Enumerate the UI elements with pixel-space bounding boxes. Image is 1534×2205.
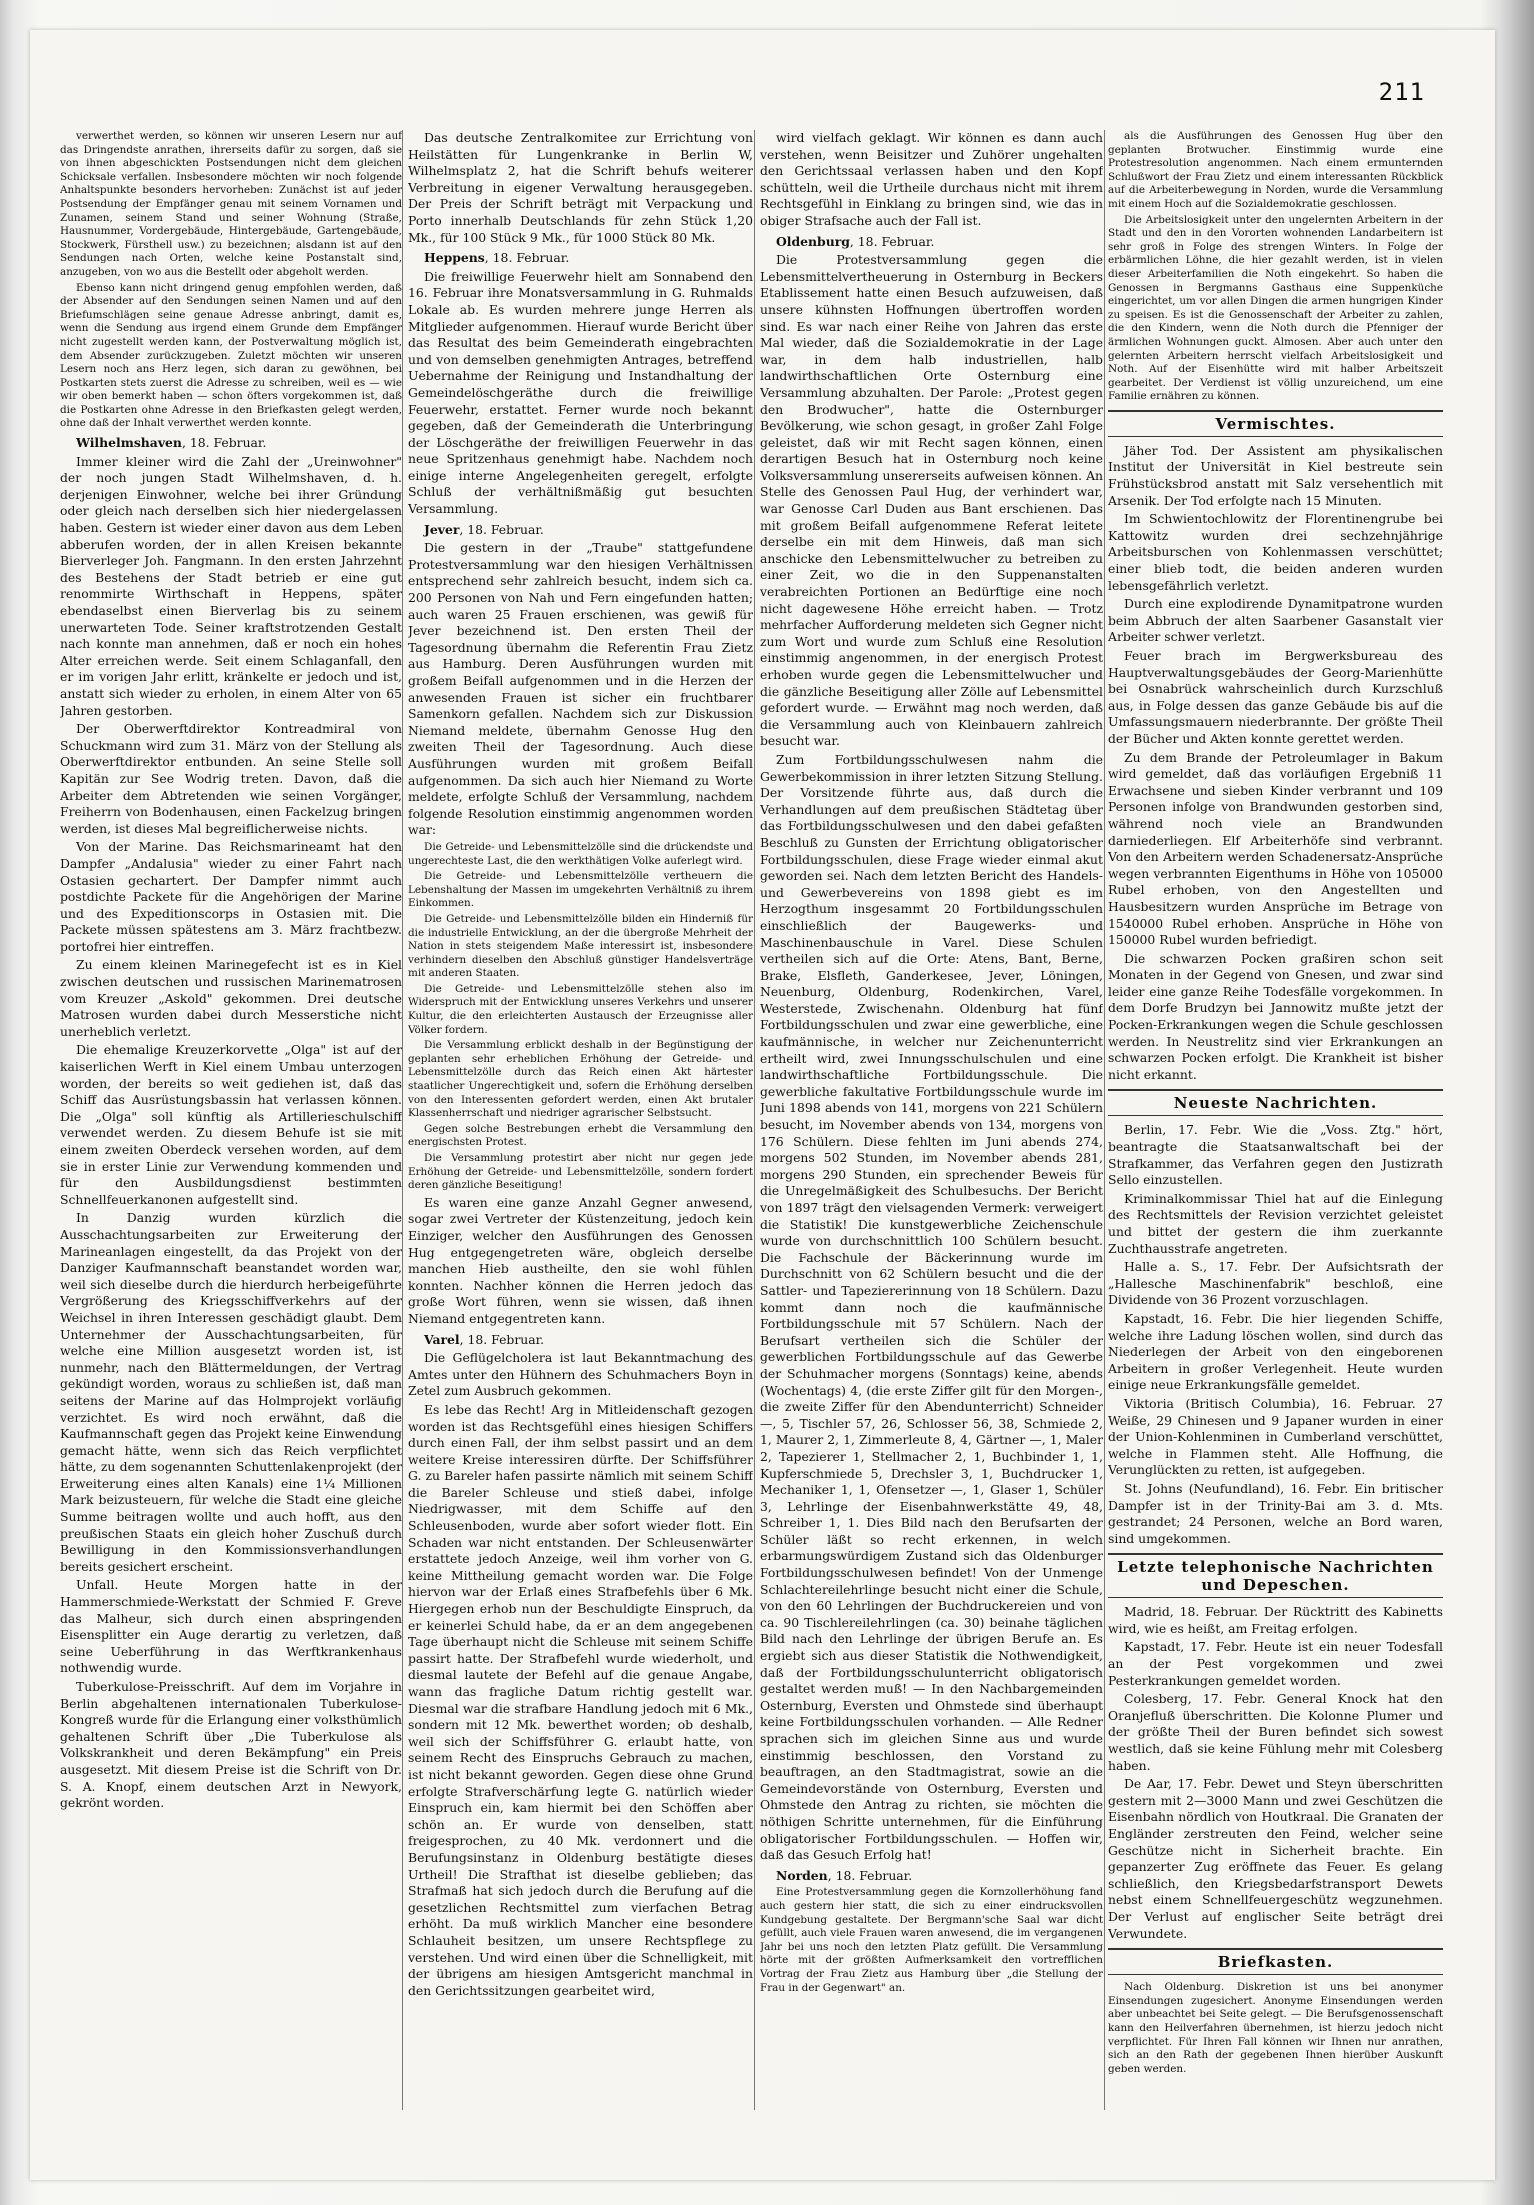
article-paragraph: Nach Oldenburg. Diskretion ist uns bei anonymer Einsendungen zugesichert. Anonyme Einsendungen werden aber unbeachtet bei Seite gelegt. — Die Berufsgenossenschaft kann den Heilverfahren übernehmen, ist hierzu jedoch nicht verpflichtet. Für Ihren Fall können wir Ihnen nur anrathen, sich an den Rath der gegebenen Ihnen hierüber Auskunft geben werden. (1108, 1981, 1443, 2075)
resolution-item: Die Getreide- und Lebensmittelzölle vertheuern die Lebenshaltung der Massen im umgekehrten Verhältniß zu ihrem Einkommen. (408, 870, 753, 910)
article-paragraph: als die Ausführungen des Genossen Hug über den geplanten Brotwucher. Einstimmig wurde eine Protestresolution angenommen. Nach einem ermunternden Schlußwort der Frau Zietz und einem interessanten Rückblick auf die Arbeiterbewegung in Norden, wurde die Versammlung mit einem Hoch auf die Sozialdemokratie geschlossen. (1108, 130, 1443, 210)
resolution-item: Die Versammlung erblickt deshalb in der Begünstigung der geplanten sehr erheblichen Erhöhung der Getreide- und Lebensmittelzölle durch das Reich einen Akt härtester staatlicher Ungerechtigkeit und, sofern die Erhöhung derselben von den Interessenten gefordert werden, einen Akt brutaler Klassenherrschaft und niedriger agrarischer Selbstsucht. (408, 1039, 753, 1120)
dateline-date: , 18. Februar. (181, 435, 267, 451)
article-paragraph: Colesberg, 17. Febr. General Knock hat den Oranjefluß überschritten. Die Kolonne Plumer und der größte Theil der Buren befindet sich sowest westlich, daß sie keine Fühlung mehr mit Colesberg haben. (1108, 1691, 1443, 1773)
dateline-date: , 18. Februar. (484, 250, 570, 266)
article-paragraph: wird vielfach geklagt. Wir können es dann auch verstehen, wenn Beisitzer und Zuhörer ungehalten den Gerichtssaal verlassen haben und den Kopf schütteln, weil die Urtheile durchaus nicht mit ihrem Rechtsgefühl in Einklang zu bringen sind, wie das in obiger Strafsache auch der Fall ist. (760, 130, 1103, 228)
article-paragraph: Halle a. S., 17. Febr. Der Aufsichtsrath der „Hallesche Maschinenfabrik" beschloß, eine Dividende von 36 Prozent vorzuschlagen. (1108, 1259, 1443, 1308)
column-2 (408, 130, 753, 2130)
article-paragraph: Im Schwientochlowitz der Florentinengrube bei Kattowitz wurden drei sechzehnjährige Arbeitsburschen von Kohlenmassen verschüttet; einer blieb todt, die beiden anderen wurden lebensgefährlich verletzt. (1108, 511, 1443, 593)
article-paragraph: Zum Fortbildungsschulwesen nahm die Gewerbekommission in ihrer letzten Sitzung Stellung. Der Vorsitzende führte aus, daß durch die Verhandlungen auf dem preußischen Städtetag über das Fortbildungsschulwesen und den dabei gefaßten Beschluß zu Gunsten der Errichtung obligatorischer Fortbildungsschulen, diese Frage wieder einmal akut geworden sei. Nach dem letzten Bericht des Handels- und Gewerbevereins von 1898 giebt es im Herzogthum insgesammt 20 Fortbildungsschulen einschließlich der Baugewerks- und Maschinenbauschule in Varel. Diese Schulen vertheilen sich auf die Orte: Atens, Bant, Berne, Brake, Elsfleth, Ganderkesee, Jever, Löningen, Neuenburg, Oldenburg, Rodenkirchen, Varel, Westerstede, Zwischenahn. Oldenburg hat fünf Fortbildungsschulen und zwar eine gewerbliche, eine kaufmännische, in welcher nur Zeichenunterricht ertheilt wird, zwei Innungsschulschulen und eine landwirthschaftliche Fortbildungsschule. Die gewerbliche fakultative Fortbildungsschule wurde im Juni 1898 abends von 141, morgens von 221 Schülern besucht, im November abends von 134, morgens von 176 Schülern. Diese fehlten im Juni abends 274, morgens 502 Stunden, im November abends 281, morgens 290 Stunden, ein sprechender Beweis für die Unregelmäßigkeit des Schulbesuchs. Der Bericht von 1897 trägt den vielsagenden Vermerk: verweigert die Statistik! Die kunstgewerbliche Zeichenschule wurde von durchschnittlich 100 Schülern besucht. Die Fachschule der Bäckerinnung wurde im Durchschnitt von 62 Schülern besucht und die der Sattler- und Tapeziererinnung von 18 Schülern. Dazu kommt dann noch die kaufmännische Fortbildungsschule mit 57 Schülern. Nach der Berufsart vertheilen sich die Schüler der gewerblichen Fortbildungsschule auf das Gewerbe der Schuhmacher morgens (Sonntags) keine, abends (Wochentags) 4, (die erste Ziffer gilt für den Morgen-, die zweite Ziffer für den Abendunterricht) Schneider —, 5, Tischler 57, 26, Schlosser 56, 38, Schmiede 2, 1, Maurer 2, 1, Zimmerleute 8, 4, Gärtner —, 1, Maler 2, Tapezierer 1, Stellmacher 2, 1, Buchbinder 1, 1, Kupferschmiede 5, Drechsler 3, 1, Buchdrucker 1, Mechaniker 1, 1, Ofensetzer —, 1, Glaser 1, Schüler 3, Lehrlinge der Eisenbahnwerkstätte 49, 48, Schreiber 1, 1. Dies Bild nach den Berufsarten der Schüler läßt so recht erkennen, in welch erbarmungswürdigem Zustand sich das Oldenburger Fortbildungsschulwesen befindet! Von der Unmenge Schlachtereilehrlinge besucht nicht einer die Schule, von den 60 Lehrlingen der Buchdruckereien und von ca. 90 Tischlereilehrlingen (ca. 30) beinahe täglichen Bild nach den Lehrlinge der übrigen Berufe an. Es ergiebt sich aus dieser Statistik die Nothwendigkeit, daß der Fortbildungsschulunterricht obligatorisch gestaltet werden muß! — In den Nachbargemeinden Osternburg, Eversten und Ohmstede sind überhaupt keine Fortbildungsschulen vorhanden. — Alle Redner sprachen sich im gleichen Sinne aus und wurde einstimmig beschlossen, den Vorstand zu beauftragen, an den Stadtmagistrat, sowie an die Gemeindevorstände von Osternburg, Eversten und Ohmstede den Antrag zu richten, sie möchten die nöthigen Schritte unternehmen, für die Einführung obligatorischer Fortbildungsschulen. — Hoffen wir, daß das Gesuch Erfolg hat! (760, 751, 1103, 1863)
column-rule (402, 130, 403, 2110)
article-paragraph: Das deutsche Zentralkomitee zur Errichtung von Heilstätten für Lungenkranke in Berlin W, Wilhelmsplatz 2, hat die Schrift behufs weiterer Verbreitung in eigener Verwaltung herausgegeben. Der Preis der Schrift beträgt mit Verpackung und Porto innerhalb Deutschlands für zehn Stück 1,20 Mk., für 100 Stück 9 Mk., für 1000 Stück 80 Mk. (408, 130, 753, 245)
dateline (408, 522, 753, 539)
dateline-place: Heppens (424, 250, 485, 266)
article-paragraph: Zu dem Brande der Petroleumlager in Bakum wird gemeldet, daß das vorläufigen Ergebniß 11 Erwachsene und sieben Kinder verbrannt und 109 Personen infolge von Brandwunden gestorben sind, während noch viele an Brandwunden darniederliegen. Elf Arbeiterhöfe sind verbrannt. Von den Arbeitern werden Schadenersatz-Ansprüche wegen verbrannten Eigenthums in Höhe von 105000 Rubel erhoben, von den Angestellten und Hausbesitzern wurden Ansprüche im Betrage von 1540000 Rubel erhoben. Ansprüche in Höhe von 150000 Rubel wurden befriedigt. (1108, 749, 1443, 948)
dateline (760, 234, 1103, 251)
dateline-place: Norden (776, 1867, 828, 1883)
resolution-item: Gegen solche Bestrebungen erhebt die Versammlung den energischsten Protest. (408, 1122, 753, 1149)
article-paragraph: Die ehemalige Kreuzerkorvette „Olga" ist auf der kaiserlichen Werft in Kiel einem Umbau unterzogen worden, der bereits so weit gediehen ist, daß das Schiff das Ausrüstungsbassin hat verlassen können. Die „Olga" soll künftig als Artillerieschulschiff verwendet werden. Zu diesem Behufe ist sie mit einem zweiten Oberdeck versehen worden, auf dem sie in erster Linie zur Verwendung kommenden und für den Ausbildungsdienst bestimmten Schnellfeuerkanonen aufgestellt sind. (60, 1042, 402, 1207)
column-3 (760, 130, 1103, 2130)
article-paragraph: De Aar, 17. Febr. Dewet und Steyn überschritten gestern mit 2—3000 Mann und zwei Geschützen die Eisenbahn nördlich von Houtkraal. Die Granaten der Engländer zerstreuten den Feind, welcher seine Geschütze nicht in Sicherheit brachte. Ein gepanzerter Zug eröffnete das Feuer. Es gelang schließlich, den Kriegsbedarfstransport Dewets nebst einem Schnellfeuergeschütz wegzunehmen. Der Verlust auf englischer Seite beträgt drei Verwundete. (1108, 1776, 1443, 1941)
dateline (408, 250, 753, 267)
article-paragraph: Jäher Tod. Der Assistent am physikalischen Institut der Universität in Kiel bestreute sein Frühstücksbrod anstatt mit Salz versehentlich mit Arsenik. Der Tod erfolgte nach 15 Minuten. (1108, 442, 1443, 508)
dateline-date: , 18. Februar. (459, 1331, 545, 1347)
article-paragraph: verwerthet werden, so können wir unseren Lesern nur auf das Dringendste anrathen, ihrerseits dafür zu sorgen, daß sie von ihnen abgeschickten Postsendungen nicht dem gleichen Schicksale verfallen. Insbesondere möchten wir noch folgende Anhaltspunkte besonders hervorheben: Zunächst ist auf jeder Postsendung der Empfänger genau mit seinem Vornamen und Zunamen, seinem Stand und seiner Wohnung (Straße, Hausnummer, Vordergebäude, Hintergebäude, Gartengebäude, Stockwerk, Fürsthell usw.) zu bezeichnen; alsdann ist auf den Sendungen nach Orten, welche keine Postanstalt sind, anzugeben, von wo aus die Bestellt oder abgeholt werden. (60, 130, 402, 278)
article-paragraph: Tuberkulose-Preisschrift. Auf dem im Vorjahre in Berlin abgehaltenen internationalen Tuberkulose-Kongreß wurde für die Erlangung einer volksthümlich gehaltenen Schrift über „Die Tuberkulose als Volkskrankheit und deren Bekämpfung" ein Preis ausgesetzt. Mit diesem Preise ist die Schrift von Dr. S. A. Knopf, einem deutschen Arzt in Newyork, gekrönt worden. (60, 1679, 402, 1811)
section-heading: Letzte telephonische Nachrichten und Depeschen. (1108, 1553, 1443, 1598)
article-paragraph: Die Arbeitslosigkeit unter den ungelernten Arbeitern in der Stadt und den in den Vororten wohnenden Landarbeitern ist sehr groß in Folge des strengen Winters. In Folge der erbärmlichen Löhne, die hier gezahlt werden, ist in vielen dieser Arbeiterfamilien die Noth eingekehrt. So haben die Genossen in Bergmanns Gasthaus eine Suppenküche eingerichtet, um vor allen Dingen die armen hungrigen Kinder zu speisen. Es ist die Genossenschaft der Arbeiter zu zahlen, die den Kindern, wenn die Noth durch die Pfenniger der ärmlichen Wohnungen guckt. Almosen. Aber auch unter den gelernten Arbeitern herrscht vielfach Arbeitslosigkeit und Noth. Auf der Eisenhütte wird mit halber Arbeitszeit gearbeitet. Der Verdienst ist völlig unzureichend, um eine Familie ernähren zu können. (1108, 213, 1443, 403)
article-paragraph: Die gestern in der „Traube" stattgefundene Protestversammlung war den hiesigen Verhältnissen entsprechend sehr zahlreich besucht, indem sich ca. 200 Personen von Nah und Fern eingefunden hatten; auch waren 25 Frauen erschienen, was gewiß für Jever bezeichnend ist. Den ersten Theil der Tagesordnung übernahm die Referentin Frau Zietz aus Hamburg. Deren Ausführungen wurden mit großem Beifall aufgenommen und in die Herzen der anwesenden Frauen ist sicher ein fruchtbarer Samenkorn gefallen. Nachdem sich zur Diskussion Niemand meldete, übernahm Genosse Hug den zweiten Theil der Tagesordnung. Auch diese Ausführungen wurden mit großem Beifall aufgenommen. Da sich auch hier Niemand zu Worte meldete, erfolgte Schluß der Versammlung, nachdem folgende Resolution einstimmig angenommen worden war: (408, 540, 753, 838)
dateline (760, 1868, 1103, 1885)
section-heading: Vermischtes. (1108, 410, 1443, 437)
dateline-date: , 18. Februar. (459, 521, 544, 537)
dateline (60, 435, 402, 452)
article-paragraph: Kriminalkommissar Thiel hat auf die Einlegung des Rechtsmittels der Revision verzichtet geleistet und bittet der gestern die ihm zuerkannte Zuchthausstrafe angetreten. (1108, 1190, 1443, 1256)
article-paragraph: Berlin, 17. Febr. Wie die „Voss. Ztg." hört, beantragte die Staatsanwaltschaft bei der Strafkammer, das Verfahren gegen den Justizrath Sello einzustellen. (1108, 1122, 1443, 1188)
article-paragraph: Ebenso kann nicht dringend genug empfohlen werden, daß der Absender auf den Sendungen seinen Namen und auf den Briefumschlägen seine genaue Adresse anbringt, damit es, wenn die Sendung aus irgend einem Grunde dem Empfänger nicht zugestellt werden kann, der Postverwaltung möglich ist, dem Absender zurückzugeben. Zuletzt möchten wir unseren Lesern noch ans Herz legen, sich daran zu gewöhnen, bei Postkarten stets zuerst die Adresse zu schreiben, weil es — wie wir oben bemerkt haben — schon öfters vorgekommen ist, daß die Postkarten ohne Adresse in den Briefkasten gelegt werden, ohne daß der Inhalt verwerthet werden konnte. (60, 281, 402, 430)
article-paragraph: Zu einem kleinen Marinegefecht ist es in Kiel zwischen deutschen und russischen Marinematrosen vom Kreuzer „Askold" gekommen. Drei deutsche Matrosen wurden dabei durch Messerstiche nicht unerheblich verletzt. (60, 957, 402, 1039)
dateline-date: , 18. Februar. (827, 1867, 913, 1883)
article-paragraph: Eine Protestversammlung gegen die Kornzollerhöhung fand auch gestern hier statt, die sich zu einer eindrucksvollen Kundgebung gestaltete. Der Bergmann'sche Saal war dicht gefüllt, auch viele Frauen waren anwesend, die im vergangenen Jahr bei uns noch den letzten Platz gefüllt. Die Versammlung hörte mit der größten Aufmerksamkeit den vortrefflichen Vortrag der Frau Zietz aus Hamburg über „die Stellung der Frau in der Gegenwart" an. (760, 1886, 1103, 1994)
column-4 (1108, 130, 1443, 2130)
article-paragraph: Der Oberwerftdirektor Kontreadmiral von Schuckmann wird zum 31. März von der Stellung als Oberwerftdirektor entbunden. An seine Stelle soll Kapitän zur See Wodrig treten. Davon, daß die Arbeiter dem Abtretenden wie seinen Vorgänger, Freiherrn von Bodenhausen, einen Fackelzug bringen werden, ist dieses Mal begreiflicherweise nichts. (60, 721, 402, 836)
article-paragraph: Es lebe das Recht! Arg in Mitleidenschaft gezogen worden ist das Rechtsgefühl eines hiesigen Schiffers durch einen Fall, der ihm selbst passirt und an dem weitere Kreise interessiren dürfte. Der Schiffsführer G. zu Bareler hafen passirte nämlich mit seinem Schiff die Bareler Schleuse und stieß dabei, infolge Niedrigwasser, mit dem Schiffe auf den Schleusenboden, wurde aber sofort wieder flott. Ein Schaden war nicht entstanden. Der Schleusenwärter erstattete jedoch Anzeige, weil ihm vorher von G. keine Mittheilung gemacht worden war. Die Folge hiervon war der Erlaß eines Strafbefehls über 6 Mk. Hiergegen erhob nun der Beschuldigte Einspruch, da er keinerlei Schuld habe, da er an dem angegebenen Tage überhaupt nicht die Schleuse mit seinem Schiffe passirt hatte. Der Strafbefehl wurde wiederholt, und diesmal lautete der Befehl auf die genaue Angabe, wann das fragliche Datum richtig gestellt war. Diesmal war die strafbare Handlung jedoch mit 6 Mk., sondern mit 12 Mk. bewerthet worden; ob deshalb, weil sich der Schiffsführer G. erlaubt hatte, von seinem Recht des Einspruchs Gebrauch zu machen, ist nicht bekannt geworden. Gegen diese ohne Grund erfolgte Strafverschärfung legte G. natürlich wieder Einspruch ein, kam hiermit bei den Schöffen aber schön an. Er wurde von denselben, statt freigesprochen, zu 40 Mk. verdonnert und die Berufungsinstanz in Oldenburg bestätigte dieses Urtheil! Die Strafthat ist dieselbe geblieben; das Strafmaß hat sich jedoch durch die Berufung auf die gesetzlichen Rechtsmittel zum vierfachen Betrag erhöht. Da muß wirklich Mancher eine besondere Schlauheit besitzen, um unsere Rechtspflege zu verstehen. Und wird einen über die Schnelligkeit, mit der übrigens am hiesigen Amtsgericht manchmal in den Gerichtssitzungen gearbeitet wird, (408, 1401, 753, 1998)
column-rule (754, 130, 755, 2110)
section-heading: Briefkasten. (1108, 1948, 1443, 1975)
article-paragraph: Die freiwillige Feuerwehr hielt am Sonnabend den 16. Februar ihre Monatsversammlung in G. Ruhmalds Lokale ab. Es wurden mehrere junge Herren als Mitglieder aufgenommen. Hierauf wurde Bericht über das Resultat des beim Gemeinderath eingebrachten und von demselben genehmigten Antrages, betreffend Uebernahme der Reinigung und Instandhaltung der Gemeindelöschgeräthe durch die freiwillige Feuerwehr, erstattet. Ferner wurde noch bekannt gegeben, daß der Gemeinderath die Unterbringung der Löschgeräthe der freiwilligen Feuerwehr in das neue Spritzenhaus genehmigt habe. Nachdem noch einige interne Angelegenheiten geregelt, erfolgte Schluß der verhältnißmäßig gut besuchten Versammlung. (408, 268, 753, 517)
resolution-item: Die Getreide- und Lebensmittelzölle bilden ein Hinderniß für die industrielle Entwicklung, an der die übergroße Mehrheit der Nation in stets steigendem Maße interessirt ist, insbesondere verhindern dieselben den Abschluß günstiger Handelsverträge mit anderen Staaten. (408, 912, 753, 980)
article-paragraph: Die Geflügelcholera ist laut Bekanntmachung des Amtes unter den Hühnern des Schuhmachers Boyn in Zetel zum Ausbruch gekommen. (408, 1350, 753, 1399)
article-paragraph: Von der Marine. Das Reichsmarineamt hat den Dampfer „Andalusia" wieder zu einer Fahrt nach Ostasien gechartert. Der Dampfer nimmt auch postdichte Packete für die Angehörigen der Marine und des Expeditionscorps in Ostasien mit. Die Packete müssen spätestens am 3. März frachtbezw. portofrei hier eintreffen. (60, 839, 402, 954)
article-paragraph: Die Protestversammlung gegen die Lebensmittelvertheuerung in Osternburg in Beckers Etablissement hatte einen Besuch aufzuweisen, daß unsere kühnsten Hoffnungen übertroffen worden sind. Es war nach einer Reihe von Jahren das erste Mal wieder, daß die Sozialdemokratie in der Lage war, in dem halb industriellen, halb landwirthschaftlichen Orte Osternburg eine Versammlung abzuhalten. Der Parole: „Protest gegen den Brodwucher", hatte die Osternburger Bevölkerung, wie schon gesagt, in großer Zahl Folge geleistet, daß wir mit Recht sagen können, einen derartigen Besuch hat in Osternburg noch keine Volksversammlung unsererseits aufweisen können. An Stelle des Genossen Paul Hug, der verhindert war, war Genosse Carl Duden aus Bant erschienen. Das mit großem Beifall aufgenommene Referat leitete derselbe ein mit dem Hinweis, daß man sich anschicke den Lebensmittelwucher zu betreiben zu einer Zeit, wo die in den Suppenanstalten verabreichten Portionen an Bedürftige eine noch nicht dagewesene Höhe erreicht haben. — Trotz mehrfacher Aufforderung meldeten sich Gegner nicht zum Wort und wurde zum Schluß eine Resolution einstimmig angenommen, in der energisch Protest erhoben wurde gegen die Lebensmittelwucher und die gänzliche Beseitigung aller Zölle auf Lebensmittel gefordert wurde. — Erwähnt mag noch werden, daß die Versammlung auch von Kleinbauern zahlreich besucht war. (760, 252, 1103, 749)
resolution-item: Die Versammlung protestirt aber nicht nur gegen jede Erhöhung der Getreide- und Lebensmittelzölle, sondern fordert deren gänzliche Beseitigung! (408, 1152, 753, 1192)
dateline (408, 1332, 753, 1349)
dateline-place: Varel (424, 1331, 460, 1347)
article-paragraph: In Danzig wurden kürzlich die Ausschachtungsarbeiten zur Erweiterung der Marineanlagen eingestellt, da das Projekt von der Danziger Kaufmannschaft beanstandet worden war, weil sich dieselbe durch die hierdurch herbeigeführte Vergrößerung des Kriegsschiffverkehrs auf der Weichsel in ihren Interessen geschädigt glaubt. Dem Unternehmer der Ausschachtungsarbeiten, für welche eine Million ausgesetzt worden ist, ist nunmehr, nach den Blättermeldungen, der Vertrag gekündigt worden, woraus zu schließen ist, daß man seitens der Marine auf das Holmprojekt vorläufig verzichtet. Es wird noch erwähnt, daß die Kaufmannschaft gegen das Projekt keine Einwendung gemacht hätte, wenn sich das Reich verpflichtet hätte, zu dem sogenannten Schuttenlakenprojekt (der Erweiterung eines alten Kanals) eine 1¼ Millionen Mark beizusteuern, für welche die Stadt eine gleiche Summe beitragen wollte und auch hofft, aus den preußischen Staats ein gleich hoher Zuschuß durch Bewilligung in den Kommissionsverhandlungen bereits gesichert erscheint. (60, 1210, 402, 1574)
resolution-item: Die Getreide- und Lebensmittelzölle sind die drückendste und ungerechteste Last, die den werkthätigen Volke auferlegt wird. (408, 840, 753, 867)
resolution-item: Die Getreide- und Lebensmittelzölle stehen also im Widerspruch mit der Entwicklung unseres Verkehrs und unserer Kultur, die den erleichterten Austausch der Erzeugnisse aller Völker fordern. (408, 982, 753, 1036)
article-paragraph: Viktoria (Britisch Columbia), 16. Februar. 27 Weiße, 29 Chinesen und 9 Japaner wurden in einer der Union-Kohlenminen in Cumberland verschüttet, welche in Flammen steht. Alle Hoffnung, die Verunglückten zu retten, ist aufgegeben. (1108, 1395, 1443, 1478)
article-paragraph: Feuer brach im Bergwerksbureau des Hauptverwaltungsgebäudes der Georg-Marienhütte bei Osnabrück wahrscheinlich durch Kurzschluß aus, in Folge dessen das ganze Gebäude bis auf die Umfassungsmauern niederbrannte. Der größte Theil der Bücher und Akten konnte gerettet werden. (1108, 648, 1443, 746)
article-paragraph: Unfall. Heute Morgen hatte in der Hammerschmiede-Werkstatt der Schmied F. Greve das Malheur, sich durch einen abspringenden Eisensplitter ein Auge derartig zu verletzen, daß seine Ueberführung in das Werftkrankenhaus nothwendig wurde. (60, 1577, 402, 1676)
dateline-place: Oldenburg (776, 233, 850, 249)
article-paragraph: Kapstadt, 16. Febr. Die hier liegenden Schiffe, welche ihre Ladung löschen wollen, sind durch das Niederlegen der Arbeit von den eingeborenen Arbeitern in großer Verlegenheit. Heute wurden einige neue Erkrankungsfälle gemeldet. (1108, 1310, 1443, 1393)
dateline-date: , 18. Februar. (849, 233, 935, 249)
article-paragraph: Durch eine explodirende Dynamitpatrone wurden beim Abbruch der alten Saarbener Gasanstalt vier Arbeiter schwer verletzt. (1108, 596, 1443, 645)
article-paragraph: Immer kleiner wird die Zahl der „Ureinwohner" der noch jungen Stadt Wilhelmshaven, d. h. derjenigen Einwohner, welche bei ihrer Gründung oder gleich nach derselben sich hier niedergelassen haben. Gestern ist wieder einer davon aus dem Leben abberufen worden, der in allen Kreisen bekannte Bierverleger Joh. Fangmann. In den ersten Jahrzehnt des Bestehens der Stadt betrieb er eine gut renommirte Wirthschaft in Heppens, später ebendaselbst einen Bierverlag bis zu seinem unerwarteten Tode. Seiner kraftstrotzenden Gestalt nach konnte man annehmen, daß er noch ein hohes Alter erreichen werde. Seit einem Schlaganfall, den er im vorigen Jahr erlitt, kränkelte er jedoch und ist, anstatt sich wieder zu erholen, in einem Alter von 65 Jahren gestorben. (60, 453, 402, 718)
article-paragraph: Kapstadt, 17. Febr. Heute ist ein neuer Todesfall an der Pest vorgekommen und zwei Pesterkrankungen gemeldet worden. (1108, 1639, 1443, 1688)
article-paragraph: Es waren eine ganze Anzahl Gegner anwesend, sogar zwei Vertreter der Küstenzeitung, jedoch kein Einziger, welcher den Ausführungen des Genossen Hug entgegengetreten wäre, obgleich derselbe manchen Hieb austheilte, den sie wohl fühlen konnten. Nachher können die Herren jedoch das große Wort führen, wenn sie wissen, daß ihnen Niemand entgegentreten kann. (408, 1194, 753, 1326)
dateline-place: Wilhelmshaven (76, 435, 182, 451)
column-rule (1104, 130, 1105, 2110)
page-number: 211 (1378, 78, 1425, 106)
article-paragraph: St. Johns (Neufundland), 16. Febr. Ein britischer Dampfer ist in der Trinity-Bai am 3. d. Mts. gestrandet; 24 Personen, welche an Bord waren, sind umgekommen. (1108, 1480, 1443, 1546)
article-paragraph: Madrid, 18. Februar. Der Rücktritt des Kabinetts wird, wie es heißt, am Freitag erfolgen. (1108, 1604, 1443, 1636)
section-heading: Neueste Nachrichten. (1108, 1089, 1443, 1116)
column-1 (60, 130, 402, 2130)
article-paragraph: Die schwarzen Pocken graßiren schon seit Monaten in der Gegend von Gnesen, und zwar sind leider eine ganze Reihe Todesfälle vorgekommen. In dem Dorfe Brudzyn bei Jannowitz mußte jetzt der Pocken-Erkrankungen wegen die Schule geschlossen werden. In Neustrelitz sind vier Erkrankungen an schwarzen Pocken erfolgt. Die Krankheit ist bisher nicht erkannt. (1108, 950, 1443, 1082)
dateline-place: Jever (424, 521, 460, 537)
